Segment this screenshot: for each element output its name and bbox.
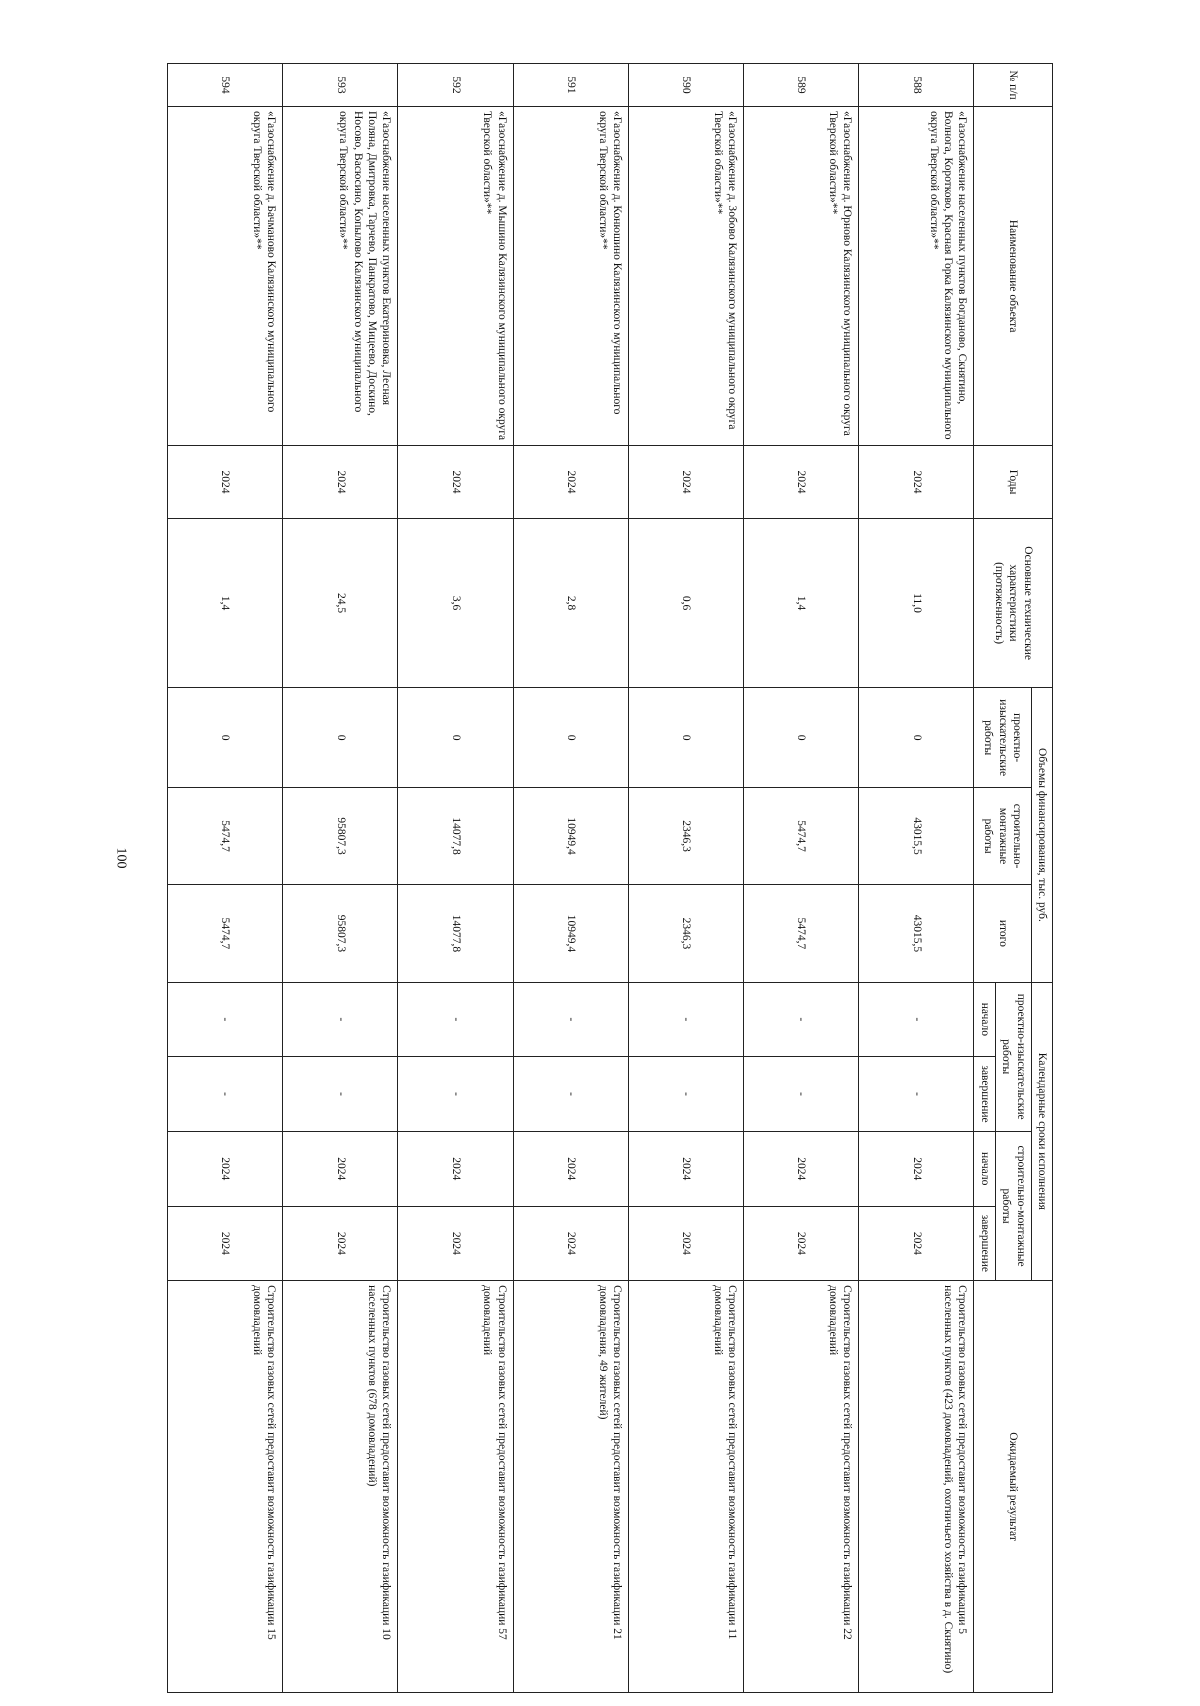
cell-length: 11,0 (859, 518, 974, 688)
cell-survey-start: - (513, 982, 628, 1057)
cell-survey-end: - (859, 1057, 974, 1132)
cell-construction-end: 2024 (398, 1206, 513, 1281)
cell-num: 589 (744, 64, 859, 107)
cell-total: 14077,8 (398, 885, 513, 982)
cell-construction: 10949,4 (513, 787, 628, 884)
cell-year: 2024 (168, 446, 283, 518)
cell-construction-start: 2024 (513, 1131, 628, 1206)
cell-num: 594 (168, 64, 283, 107)
cell-num: 592 (398, 64, 513, 107)
table-row (859, 64, 974, 1693)
cell-year: 2024 (744, 446, 859, 518)
cell-length: 3,6 (398, 518, 513, 688)
cell-construction-start: 2024 (859, 1131, 974, 1206)
cell-survey: 0 (398, 688, 513, 788)
header-construction-end: завершение (974, 1206, 995, 1281)
cell-num: 588 (859, 64, 974, 107)
cell-name: «Газоснабжение населенных пунктов Екатериновка, Лесная Поляна, Дмитровка, Тарчево, Панкратово, Мицеево, Доскино, Носово, Васюсино, Копылово Калязинского муниципального округа Тверской области»** (283, 106, 398, 445)
cell-construction-end: 2024 (283, 1206, 398, 1281)
cell-survey: 0 (744, 688, 859, 788)
cell-result: Строительство газовых сетей предоставит возможность газификации 15 домовладений (168, 1281, 283, 1693)
cell-construction-start: 2024 (628, 1131, 743, 1206)
cell-construction-start: 2024 (168, 1131, 283, 1206)
table-row (283, 64, 398, 1693)
cell-construction: 14077,8 (398, 787, 513, 884)
cell-construction: 2346,3 (628, 787, 743, 884)
header-years: Годы (974, 446, 1053, 518)
cell-survey-start: - (744, 982, 859, 1057)
table-row (628, 64, 743, 1693)
cell-survey-end: - (398, 1057, 513, 1132)
cell-result: Строительство газовых сетей предоставит возможность газификации 5 населенных пунктов (423 домовладений, охотничьего хозяйства в д. Скнятино) (859, 1281, 974, 1693)
cell-construction-start: 2024 (283, 1131, 398, 1206)
cell-survey: 0 (859, 688, 974, 788)
cell-construction: 5474,7 (168, 787, 283, 884)
header-name: Наименование объекта (974, 106, 1053, 445)
cell-total: 10949,4 (513, 885, 628, 982)
cell-construction-start: 2024 (398, 1131, 513, 1206)
cell-total: 2346,3 (628, 885, 743, 982)
cell-name: «Газоснабжение населенных пунктов Богданово, Скнятино, Волнога, Коротково, Красная Горка Калязинского муниципального округа Тверской области»** (859, 106, 974, 445)
cell-construction-end: 2024 (744, 1206, 859, 1281)
cell-construction-end: 2024 (168, 1206, 283, 1281)
cell-survey-end: - (513, 1057, 628, 1132)
cell-result: Строительство газовых сетей предоставит возможность газификации 21 домовладения, 49 жителей) (513, 1281, 628, 1693)
cell-length: 0,6 (628, 518, 743, 688)
header-construction-start: начало (974, 1131, 995, 1206)
cell-total: 95807,3 (283, 885, 398, 982)
cell-name: «Газоснабжение д. Конюшино Калязинского муниципального округа Тверской области»** (513, 106, 628, 445)
cell-year: 2024 (283, 446, 398, 518)
cell-survey-start: - (628, 982, 743, 1057)
cell-survey: 0 (513, 688, 628, 788)
cell-name: «Газоснабжение д. Зобово Калязинского муниципального округа Тверской области»** (628, 106, 743, 445)
header-survey-start: начало (974, 982, 995, 1057)
cell-construction: 5474,7 (744, 787, 859, 884)
header-schedule-survey: проектно-изыскательские работы (995, 982, 1031, 1131)
cell-result: Строительство газовых сетей предоставит возможность газификации 22 домовладений (744, 1281, 859, 1693)
cell-survey-end: - (168, 1057, 283, 1132)
cell-length: 24,5 (283, 518, 398, 688)
cell-construction-end: 2024 (513, 1206, 628, 1281)
cell-construction: 95807,3 (283, 787, 398, 884)
cell-survey-start: - (168, 982, 283, 1057)
cell-length: 1,4 (168, 518, 283, 688)
cell-num: 593 (283, 64, 398, 107)
cell-year: 2024 (513, 446, 628, 518)
cell-survey-start: - (398, 982, 513, 1057)
cell-total: 5474,7 (744, 885, 859, 982)
cell-year: 2024 (859, 446, 974, 518)
page-number: 100 (113, 847, 129, 869)
cell-total: 5474,7 (168, 885, 283, 982)
cell-survey: 0 (168, 688, 283, 788)
cell-result: Строительство газовых сетей предоставит возможность газификации 10 населенных пунктов (678 домовладений) (283, 1281, 398, 1693)
cell-survey-end: - (283, 1057, 398, 1132)
cell-construction: 43015,5 (859, 787, 974, 884)
cell-name: «Газоснабжение д. Бачманово Калязинского муниципального округа Тверской области»** (168, 106, 283, 445)
gas-supply-table (167, 63, 1053, 1693)
cell-name: «Газоснабжение д. Мышино Калязинского муниципального округа Тверской области»** (398, 106, 513, 445)
cell-result: Строительство газовых сетей предоставит возможность газификации 57 домовладений (398, 1281, 513, 1693)
rotated-table-container (167, 63, 1053, 1693)
cell-survey: 0 (628, 688, 743, 788)
cell-length: 1,4 (744, 518, 859, 688)
cell-construction-end: 2024 (628, 1206, 743, 1281)
cell-num: 591 (513, 64, 628, 107)
table-row (744, 64, 859, 1693)
cell-survey-start: - (859, 982, 974, 1057)
cell-survey-start: - (283, 982, 398, 1057)
cell-construction-end: 2024 (859, 1206, 974, 1281)
table-row (398, 64, 513, 1693)
table-row (513, 64, 628, 1693)
header-result: Ожидаемый результат (974, 1281, 1053, 1693)
cell-survey: 0 (283, 688, 398, 788)
cell-survey-end: - (628, 1057, 743, 1132)
cell-survey-end: - (744, 1057, 859, 1132)
header-characteristics: Основные технические характеристики (протяженность) (974, 518, 1053, 688)
cell-name: «Газоснабжение д. Юрново Калязинского муниципального округа Тверской области»** (744, 106, 859, 445)
header-survey-end: завершение (974, 1057, 995, 1132)
cell-num: 590 (628, 64, 743, 107)
header-funding-group: Объемы финансирования, тыс. руб. (1031, 688, 1052, 982)
cell-result: Строительство газовых сетей предоставит возможность газификации 11 домовладений (628, 1281, 743, 1693)
header-funding-survey: проектно-изыскательские работы (974, 688, 1031, 788)
table-row (168, 64, 283, 1693)
cell-year: 2024 (628, 446, 743, 518)
cell-total: 43015,5 (859, 885, 974, 982)
header-schedule-group: Календарные сроки исполнения (1031, 982, 1052, 1281)
cell-construction-start: 2024 (744, 1131, 859, 1206)
header-schedule-construction: строительно-монтажные работы (995, 1131, 1031, 1280)
header-funding-total: итого (974, 885, 1031, 982)
header-num: № п/п (974, 64, 1053, 107)
cell-year: 2024 (398, 446, 513, 518)
cell-length: 2,8 (513, 518, 628, 688)
header-funding-construction: строительно-монтажные работы (974, 787, 1031, 884)
